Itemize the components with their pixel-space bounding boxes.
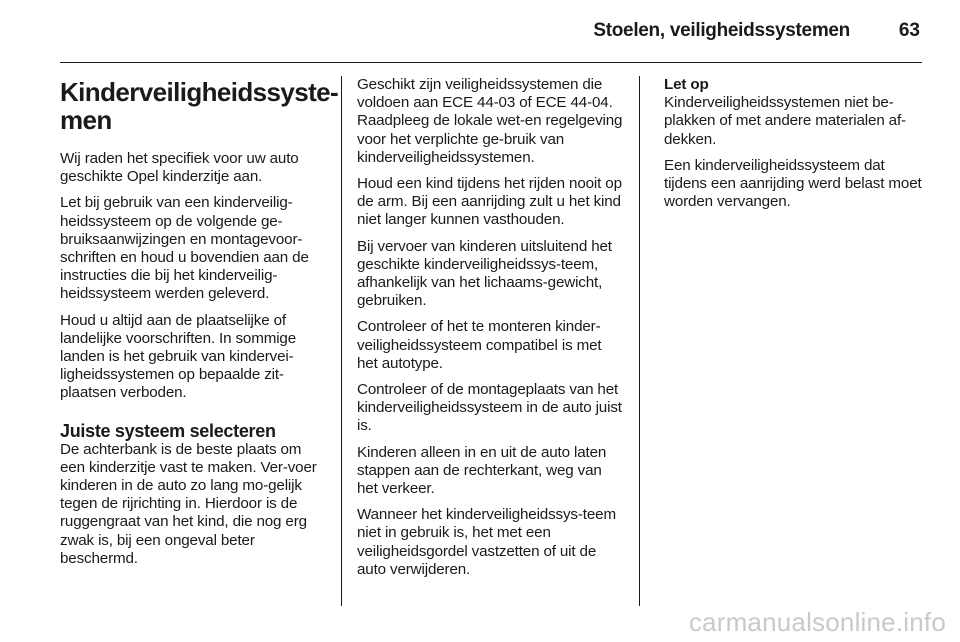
column-divider-right — [639, 76, 640, 606]
chapter-heading-line1: Kinderveiligheidssyste- — [60, 77, 339, 107]
page-number: 63 — [898, 20, 920, 41]
paragraph: Kinderen alleen in en uit de auto laten stappen aan de rechterkant, weg van het verkeer. — [357, 443, 607, 498]
column-right — [664, 76, 926, 219]
section-title: Stoelen, veiligheidssystemen — [593, 20, 850, 41]
paragraph: Controleer of de montageplaats van het kinderveiligheidssysteem in de auto juist is. — [357, 381, 622, 435]
paragraph: De achterbank is de beste plaats om een kinderzitje vast te maken. Ver-voer kinderen in de auto zo lang mo-gelijk tegen de rijrichting in. Hierdoor is de ruggengraat van het kind, die nog erg zwak is, bij een ongeval beter beschermd. — [60, 440, 317, 567]
paragraph: Houd een kind tijdens het rijden nooit op de arm. Bij een aanrijding zult u het kind niet langer kunnen vasthouden. — [357, 175, 622, 229]
paragraph: Bij vervoer van kinderen uitsluitend het geschikte kinderveiligheidssys-teem, afhankelijk van het lichaams-gewicht, gebruiken. — [357, 237, 612, 310]
chapter-heading-line2: men — [60, 105, 112, 135]
column-middle — [357, 76, 625, 587]
paragraph: Controleer of het te monteren kinder-veiligheidssysteem compatibel is met het autotype. — [357, 318, 602, 372]
note-paragraph: Kinderveiligheidssystemen niet be-plakken of met andere materialen af-dekken. — [664, 94, 906, 148]
chapter-heading — [60, 77, 339, 135]
page-header — [60, 0, 922, 63]
paragraph: Houd u altijd aan de plaatselijke of landelijke voorschriften. In sommige landen is het gebruik van kindervei-ligheidssystemen op bepaalde zit-plaatsen verboden. — [60, 311, 297, 402]
watermark-text: carmanualsonline.info — [688, 607, 946, 637]
note-label: Let op — [664, 76, 709, 93]
paragraph: Let bij gebruik van een kinderveilig-heidssysteem op de volgende ge-bruiksaanwijzingen en montagevoor-schriften en houd u bovendien aan de instructies die bij het kinderveilig-heidssysteem werden geleverd. — [60, 194, 309, 303]
paragraph: Geschikt zijn veiligheidssystemen die voldoen aan ECE 44-03 of ECE 44-04. Raadpleeg de lokale wet-en regelgeving voor het verplichte ge-bruik van kinderveiligheidssystemen. — [357, 76, 623, 166]
subsection-heading: Juiste systeem selecteren — [60, 420, 276, 441]
column-left — [60, 76, 339, 576]
column-divider-left — [341, 76, 342, 606]
paragraph: Wij raden het specifiek voor uw auto geschikte Opel kinderzitje aan. — [60, 150, 299, 186]
paragraph: Wanneer het kinderveiligheidssys-teem niet in gebruik is, het met een veiligheidsgordel vastzetten of uit de auto verwijderen. — [357, 506, 616, 578]
note-paragraph: Een kinderveiligheidssysteem dat tijdens een aanrijding werd belast moet worden vervangen. — [664, 156, 922, 211]
